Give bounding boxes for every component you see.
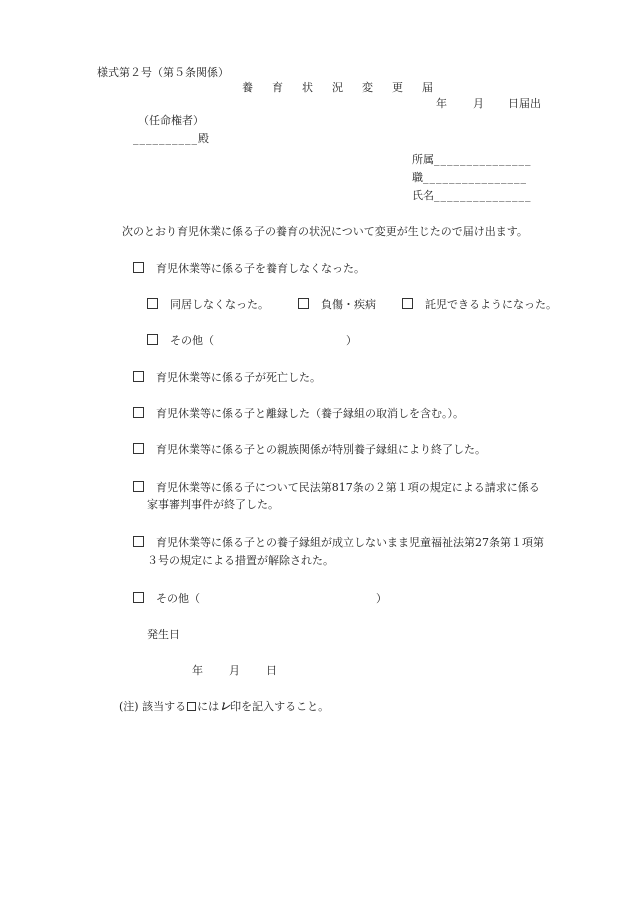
note-before-box: 該当する: [142, 700, 187, 713]
checkbox[interactable]: [298, 298, 309, 309]
item-label: 育児休業等に係る子との親族関係が特別養子縁組により終了した。: [156, 443, 486, 456]
item-special-adoption: [133, 443, 486, 457]
footnote: [119, 700, 329, 714]
title-char: 育: [272, 81, 283, 94]
item-label: 育児休業等に係る子について民法第817条の２第１項の規定による請求に係る: [156, 481, 540, 494]
item-no-longer-raising: [133, 262, 365, 276]
note-prefix: (注): [119, 700, 139, 713]
check-mark-icon: レ: [219, 700, 231, 713]
note-between: には: [197, 700, 220, 713]
title-char: 届: [422, 81, 433, 94]
submit-year: 年: [436, 97, 447, 110]
item-label: 育児休業等に係る子と離縁した（養子縁組の取消しを含む。）。: [156, 407, 464, 420]
checkbox[interactable]: [133, 262, 144, 273]
note-after: 印を記入すること。: [230, 700, 330, 713]
occurrence-label: 発生日: [147, 628, 180, 641]
addressee-underline: __________: [133, 132, 198, 145]
item-label: その他（ ）: [170, 334, 357, 347]
affiliation-field: [412, 153, 532, 167]
title-char: 更: [392, 81, 403, 94]
item-family-court: [133, 481, 540, 495]
item-label: 育児休業等に係る子を養育しなくなった。: [156, 262, 365, 275]
title-char: 況: [332, 81, 343, 94]
checkbox[interactable]: [133, 481, 144, 492]
title-char: 状: [302, 81, 313, 94]
position-label: 職: [412, 171, 423, 184]
subitem-not-living: [147, 298, 269, 312]
item-label: 育児休業等に係る子との養子縁組が成立しないまま児童福祉法第27条第１項第: [156, 536, 544, 549]
occurrence-day: 日: [266, 664, 277, 677]
checkbox[interactable]: [133, 443, 144, 454]
checkbox[interactable]: [133, 592, 144, 603]
affiliation-label: 所属: [412, 153, 434, 166]
checkbox[interactable]: [147, 334, 158, 345]
checkbox[interactable]: [133, 371, 144, 382]
position-line: ________________: [423, 171, 527, 184]
checkbox[interactable]: [402, 298, 413, 309]
occurrence-year: 年: [192, 664, 203, 677]
item-label: その他（ ）: [156, 592, 387, 605]
submit-month: 月: [473, 97, 484, 110]
checkbox-icon: [187, 702, 196, 711]
checkbox[interactable]: [133, 407, 144, 418]
form-title: [242, 81, 433, 95]
subitem-other: [147, 334, 357, 348]
item-child-welfare: [133, 536, 544, 550]
item-label: 託児できるようになった。: [425, 298, 557, 311]
name-label: 氏名: [412, 189, 434, 202]
addressee-honorific: 殿: [198, 132, 209, 145]
item-other: [133, 592, 387, 606]
position-field: [412, 171, 527, 185]
title-char: 養: [242, 81, 253, 94]
occurrence-month: 月: [229, 664, 240, 677]
item-label: 育児休業等に係る子が死亡した。: [156, 371, 321, 384]
item-family-court-cont: 家事審判事件が終了した。: [147, 498, 279, 511]
addressee-label: （任命権者）: [138, 114, 204, 127]
checkbox[interactable]: [147, 298, 158, 309]
addressee-line: [133, 132, 209, 146]
affiliation-line: _______________: [434, 153, 532, 166]
item-label: 負傷・疾病: [321, 298, 376, 311]
item-adoption-dissolved: [133, 407, 464, 421]
occurrence-date: [192, 664, 277, 678]
title-char: 変: [362, 81, 373, 94]
submit-date: [436, 97, 541, 111]
item-child-welfare-cont: ３号の規定による措置が解除された。: [147, 554, 334, 567]
name-field: [412, 189, 532, 203]
intro-text: 次のとおり育児休業に係る子の養育の状況について変更が生じたので届け出ます。: [122, 225, 528, 238]
form-number: 様式第２号（第５条関係）: [97, 66, 229, 79]
submit-day: 日届出: [508, 97, 541, 110]
name-line: _______________: [434, 189, 532, 202]
item-died: [133, 371, 321, 385]
item-label: 同居しなくなった。: [170, 298, 269, 311]
subitem-injury: [298, 298, 376, 312]
subitem-care-available: [402, 298, 557, 312]
checkbox[interactable]: [133, 536, 144, 547]
